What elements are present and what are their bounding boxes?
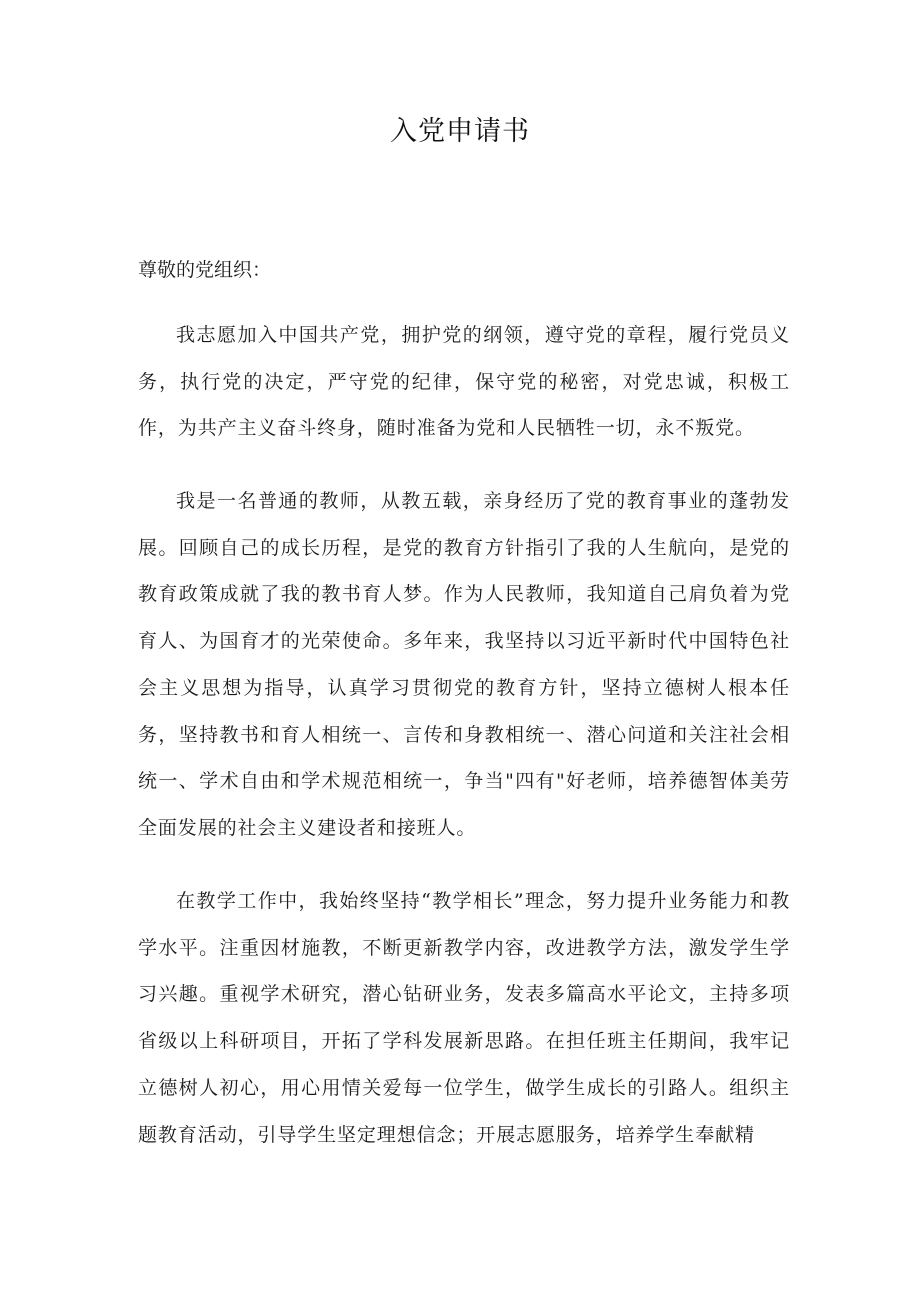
- paragraph-pledge: 我志愿加入中国共产党，拥护党的纲领，遵守党的章程，履行党员义务，执行党的决定，严守党的纪律，保守党的秘密，对党忠诚，积极工作，为共产主义奋斗终身，随时准备为党和人民牺牲一切，永不叛党。: [138, 324, 790, 440]
- document-title: 入党申请书: [390, 116, 530, 147]
- paragraph-background: 我是一名普通的教师，从教五载，亲身经历了党的教育事业的蓬勃发展。回顾自己的成长历程，是党的教育方针指引了我的人生航向，是党的教育政策成就了我的教书育人梦。作为人民教师，我知道自己肩负着为党育人、为国育才的光荣使命。多年来，我坚持以习近平新时代中国特色社会主义思想为指导，认真学习贯彻党的教育方针，坚持立德树人根本任务，坚持教书和育人相统一、言传和身教相统一、潜心问道和关注社会相统一、学术自由和学术规范相统一，争当"四有"好老师，培养德智体美劳全面发展的社会主义建设者和接班人。: [138, 490, 790, 839]
- salutation: 尊敬的党组织：: [138, 259, 272, 281]
- paragraph-teaching-work: 在教学工作中，我始终坚持“教学相长”理念，努力提升业务能力和教学水平。注重因材施教，不断更新教学内容，改进教学方法，激发学生学习兴趣。重视学术研究，潜心钻研业务，发表多篇高水平论文，主持多项省级以上科研项目，开拓了学科发展新思路。在担任班主任期间，我牢记立德树人初心，用心用情关爱每一位学生，做学生成长的引路人。组织主题教育活动，引导学生坚定理想信念；开展志愿服务，培养学生奉献精: [138, 890, 790, 1146]
